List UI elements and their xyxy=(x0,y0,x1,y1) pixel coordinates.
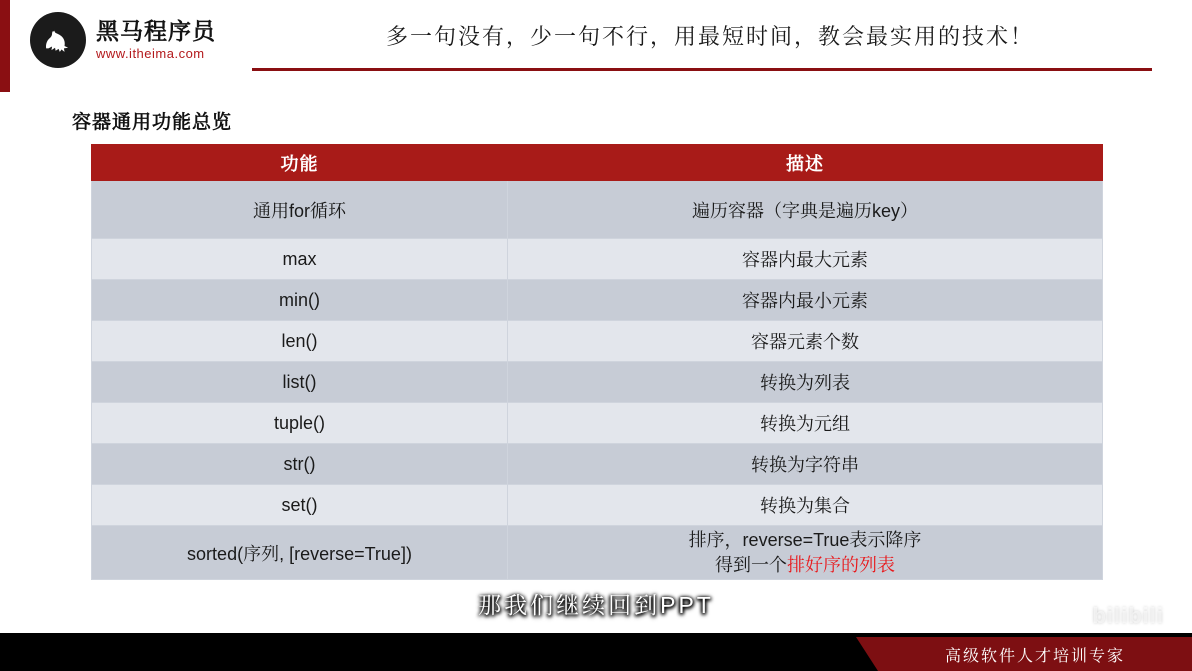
cell-description: 转换为元组 xyxy=(508,403,1103,444)
cell-function: str() xyxy=(92,444,508,485)
cell-description: 转换为集合 xyxy=(508,485,1103,526)
horse-logo-icon xyxy=(30,12,86,68)
cell-description-line1: 排序，reverse=True表示降序 xyxy=(688,530,922,551)
page-title: 容器通用功能总览 xyxy=(72,112,233,133)
cell-description-line2 xyxy=(508,553,1102,577)
table-row xyxy=(92,526,1103,580)
cell-description: 转换为字符串 xyxy=(508,444,1103,485)
cell-function: set() xyxy=(92,485,508,526)
video-subtitle: 那我们继续回到PPT xyxy=(478,592,714,618)
table-row xyxy=(92,181,1103,239)
brand-website: www.itheima.com xyxy=(96,46,205,61)
footer-text: 高级软件人才培训专家 xyxy=(944,645,1125,665)
cell-function: max xyxy=(92,239,508,280)
cell-description: 遍历容器（字典是遍历key） xyxy=(508,181,1103,239)
cell-description-line2-plain: 得到一个 xyxy=(715,554,787,575)
cell-description: 转换为列表 xyxy=(508,362,1103,403)
bilibili-watermark: bilibili xyxy=(1092,603,1164,628)
column-header-function: 功能 xyxy=(92,145,508,181)
table-row xyxy=(92,444,1103,485)
cell-function: sorted(序列, [reverse=True]) xyxy=(92,526,508,580)
column-header-description: 描述 xyxy=(508,145,1103,181)
header-divider xyxy=(252,68,1152,71)
cell-description: 容器内最大元素 xyxy=(508,239,1103,280)
cell-function: len() xyxy=(92,321,508,362)
cell-description xyxy=(508,526,1103,580)
footer-ribbon xyxy=(878,637,1192,671)
header-slogan: 多一句没有，少一句不行，用最短时间，教会最实用的技术！ xyxy=(385,25,1034,50)
cell-function: 通用for循环 xyxy=(92,181,508,239)
brand-logo xyxy=(30,12,216,68)
cell-description: 容器内最小元素 xyxy=(508,280,1103,321)
table-header-row xyxy=(92,145,1103,181)
cell-description: 容器元素个数 xyxy=(508,321,1103,362)
table-row xyxy=(92,403,1103,444)
container-functions-table xyxy=(91,144,1103,580)
table-row xyxy=(92,239,1103,280)
cell-description-highlight: 排好序的列表 xyxy=(787,554,895,575)
table-row xyxy=(92,321,1103,362)
cell-function: tuple() xyxy=(92,403,508,444)
cell-function: list() xyxy=(92,362,508,403)
table-row xyxy=(92,280,1103,321)
header-accent-bar xyxy=(0,0,10,92)
brand-title: 黑马程序员 xyxy=(96,17,216,44)
slide-header xyxy=(0,0,1192,82)
slide-footer xyxy=(0,633,1192,671)
table-row xyxy=(92,362,1103,403)
cell-function: min() xyxy=(92,280,508,321)
table-row xyxy=(92,485,1103,526)
